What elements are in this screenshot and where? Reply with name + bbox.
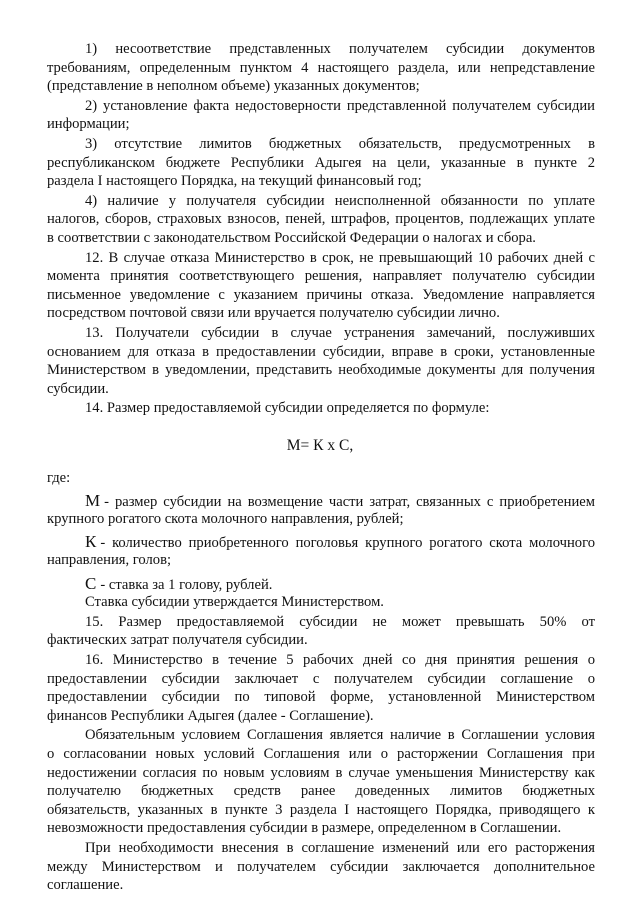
text-line: фактических затрат получателя субсидии. (47, 632, 308, 649)
text-line: 3) отсутствие лимитов бюджетных обязательств, предусмотренных в (85, 136, 595, 152)
text-line: предоставлении субсидии заключает с получателем субсидии соглашение о (47, 670, 595, 687)
text-line: предоставлении субсидии по типовой форме, установленной Министерством (47, 689, 595, 706)
text-line: момента принятия соответствующего решения, направляет получателю субсидии (47, 268, 595, 285)
definition-text: - количество приобретенного поголовья крупного рогатого скота молочного (100, 535, 595, 552)
text-line: 13. Получатели субсидии в случае устранения замечаний, послуживших (85, 325, 595, 341)
text-line: финансов Республики Адыгея (далее - Соглашение). (47, 707, 374, 724)
symbol-k: К (85, 532, 97, 552)
text-line: в соответствии с законодательством Российской Федерации о налогах и сбора. (47, 230, 536, 246)
text-line: соглашение. (47, 877, 124, 894)
text-line: налогов, сборов, страховых взносов, пеней, штрафов, процентов, подлежащих уплате (47, 211, 595, 228)
text-line: получателю бюджетных средств ранее доведенных лимитов бюджетных (47, 783, 595, 800)
text-line: 16. Министерство в течение 5 рабочих дней со дня принятия решения о (85, 652, 595, 668)
symbol-c: С (85, 573, 97, 593)
text-line: 15. Размер предоставляемой субсидии не может превышать 50% от (85, 613, 595, 630)
text-line: между Министерством и получателем субсидии заключается дополнительное (47, 858, 595, 875)
text-line: Министерством в уведомлении, представить необходимые документы для получения (47, 362, 595, 379)
text-line: невозможности предоставления субсидии в размере, определенном в Соглашении. (47, 820, 562, 837)
text-line: направления, голов; (47, 552, 172, 568)
text-line: республиканском бюджете Республики Адыгея на цели, указанные в пункте 2 (47, 154, 595, 171)
text-line: Обязательным условием Соглашения является наличие в Соглашении условия (85, 727, 595, 744)
text-line: недостижении согласия по новым условиям в случае уменьшения Министерству как (47, 764, 595, 781)
text-line: информации; (47, 116, 130, 133)
text-line: требованиям, определенным пунктом 4 настоящего раздела, или непредставление (47, 59, 595, 76)
text-line: 2) установление факта недостоверности представленной получателем субсидии (85, 97, 595, 114)
text-line: крупного рогатого скота молочного направления, рублей; (47, 510, 404, 527)
text-line: обязательств, указанных в пункте 3 раздела I настоящего Порядка, приводящего к (47, 801, 595, 818)
text-line: основанием для отказа в предоставлении субсидии, вправе в сроки, установленные (47, 343, 595, 360)
text-line: (представление в неполном объеме) указанных документов; (47, 78, 420, 95)
text-line: раздела I настоящего Порядка, на текущий финансовый год; (47, 173, 422, 190)
definition-c (85, 574, 272, 595)
text-line: При необходимости внесения в соглашение изменений или его расторжения (85, 840, 595, 856)
text-line: 14. Размер предоставляемой субсидии определяется по формуле: (85, 400, 490, 417)
text-line: 4) наличие у получателя субсидии неисполненной обязанности по уплате (85, 192, 595, 209)
definition-text: - размер субсидии на возмещение части затрат, связанных с приобретением (104, 494, 595, 511)
text-line: письменное уведомление с указанием причины отказа. Уведомление направляется (47, 286, 595, 303)
where-label: где: (47, 469, 71, 486)
formula: М= К х С, (286, 437, 354, 454)
text-line: субсидии. (47, 380, 109, 397)
text-line: 12. В случае отказа Министерство в срок, не превышающий 10 рабочих дней с (85, 249, 595, 266)
text-line: 1) несоответствие представленных получателем субсидии документов (85, 41, 595, 57)
text-line: о согласовании новых условий Соглашения или о расторжении Соглашения при (47, 746, 595, 762)
symbol-m: М (85, 491, 101, 511)
definition-text: - ставка за 1 голову, рублей. (100, 576, 273, 593)
text-line: посредством почтовой связи или вручается получателю субсидии лично. (47, 305, 500, 322)
text-line: Ставка субсидии утверждается Министерством. (85, 594, 384, 611)
